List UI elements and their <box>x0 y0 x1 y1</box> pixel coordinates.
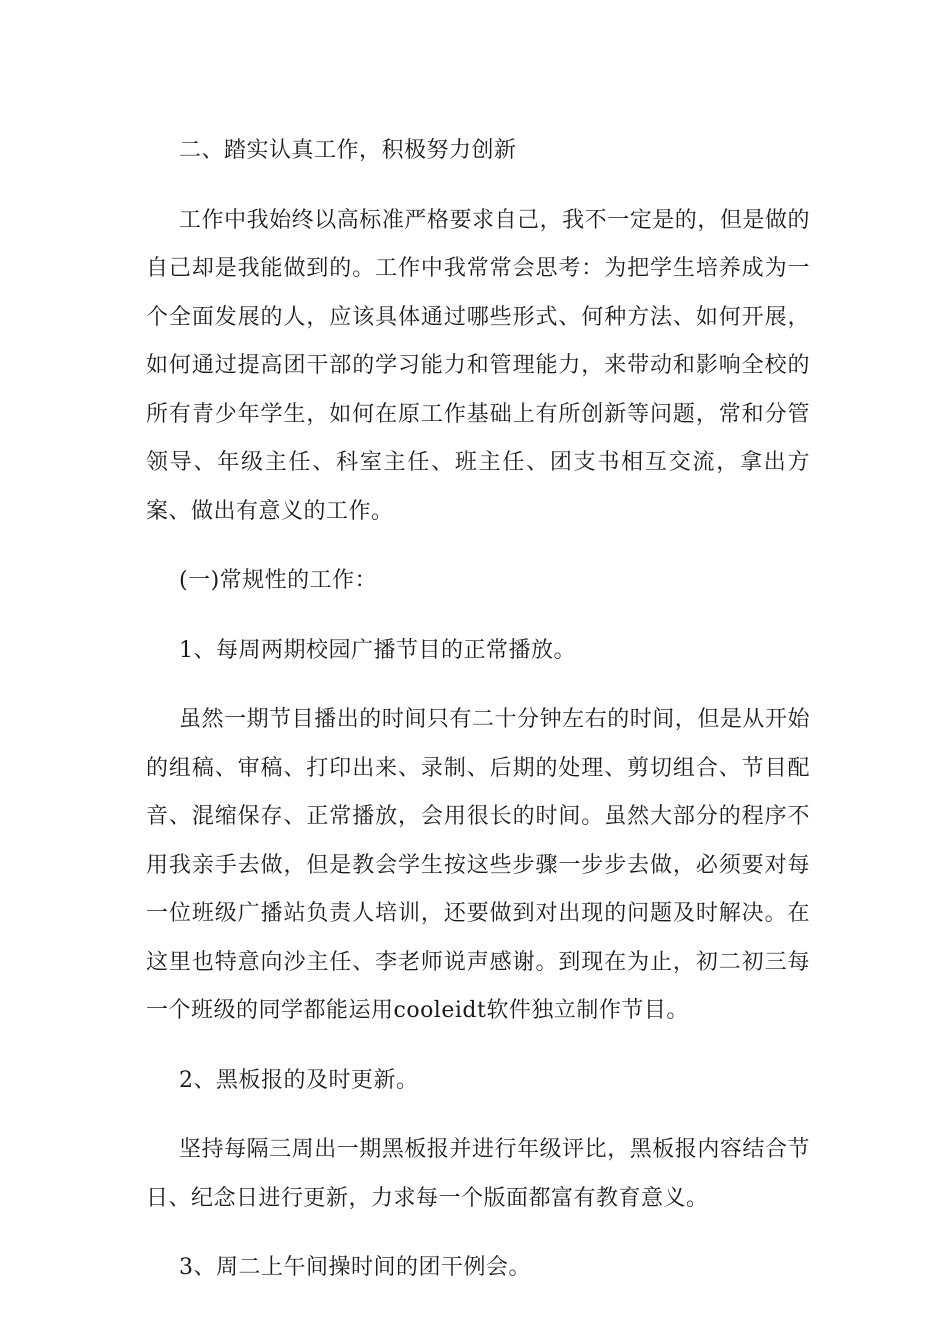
section-heading: 二、踏实认真工作，积极努力创新 <box>179 138 517 163</box>
body-paragraph: 坚持每隔三周出一期黑板报并进行年级评比，黑板报内容结合节日、纪念日进行更新，力求每一个版面都富有教育意义。 <box>146 1137 810 1211</box>
body-paragraph: 虽然一期节目播出的时间只有二十分钟左右的时间，但是从开始的组稿、审稿、打印出来、录制、后期的处理、剪切组合、节目配音、混缩保存、正常播放，会用很长的时间。虽然大部分的程序不用我亲手去做，但是教会学生按这些步骤一步步去做，必须要对每一位班级广播站负责人培训，还要做到对出现的问题及时解决。在这里也特意向沙主任、李老师说声感谢。到现在为止，初二初三每一个班级的同学都能运用cooleidt软件独立制作节目。 <box>146 707 810 1023</box>
list-item-heading: 1、每周两期校园广播节目的正常播放。 <box>179 637 576 663</box>
document-body <box>146 127 810 1314</box>
subsection-heading: (一)常规性的工作： <box>179 568 378 593</box>
list-item-heading: 2、黑板报的及时更新。 <box>179 1067 419 1093</box>
body-paragraph: 工作中我始终以高标准严格要求自己，我不一定是的，但是做的自己却是我能做到的。工作中我常常会思考：为把学生培养成为一个全面发展的人，应该具体通过哪些形式、何种方法、如何开展，如何通过提高团干部的学习能力和管理能力，来带动和影响全校的所有青少年学生，如何在原工作基础上有所创新等问题，常和分管领导、年级主任、科室主任、班主任、团支书相互交流，拿出方案、做出有意义的工作。 <box>146 207 810 524</box>
list-item-heading: 3、周二上午间操时间的团干例会。 <box>179 1255 531 1280</box>
